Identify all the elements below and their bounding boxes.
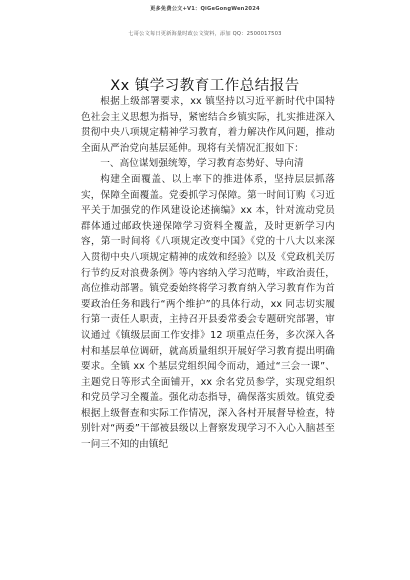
header-promo-line: 更多免费公文+V1：QiGeGongWen2024 bbox=[150, 6, 260, 12]
document-title: Xx 镇学习教育工作总结报告 bbox=[110, 78, 300, 94]
paragraph-section-one: 构建全面覆盖、以上率下的推进体系，坚持层层抓落实，保障全面覆盖。党委抓学习保障。第一时间订购《习近平关于加强党的作风建设论述摘编》xx 本，针对流动党员群体通过邮政快递保障学习资料全覆盖，及时更新学习内容，第一时间将《八项规定改变中国》《党的十八大以来深入贯彻中央八项规定精神的成效和经验》以及《党政机关厉行节约反对浪费条例》等内容纳入学习范畴，牢政治责任，高位推动部署。镇党委始终将学习教育纳入学习教育作为首要政治任务和践行“两个维护”的具体行动，xx 同志切实履行第一责任人职责，主持召开县委常委会专题研究部署，审议通过《镇级层面工作安排》12 项重点任务，多次深入各村和基层单位调研，就高质量组织开展好学习教育提出明确要求。全镇 xx 个基层党组织闻令而动，通过“三会一课”、主题党日等形式全面铺开，xx 余名党员参学，实现党组织和党员学习全覆盖。强化动态指导，确保落实质效。镇党委根据上级督查和实际工作情况，深入各村开展督导检查，特别针对“两委”干部被县级以上督察发现学习不入心入脑甚至一问三不知的由镇纪 bbox=[81, 173, 335, 451]
header-sub-line: 七哥公文每日更新海量时政公文资料，添加 QQ：2500017503 bbox=[128, 31, 282, 37]
paragraph-intro: 根据上级部署要求，xx 镇坚持以习近平新时代中国特色社会主义思想为指导，紧密结合乡镇实际，扎实推进深入贯彻中央八项规定精神学习教育，着力解决作风问题，推动全面从严治党向基层延伸。现将有关情况汇报如下： bbox=[81, 96, 335, 154]
document-body bbox=[81, 94, 335, 453]
section-heading-one: 一、高位谋划强统筹，学习教育态势好、导向清 bbox=[100, 158, 304, 170]
